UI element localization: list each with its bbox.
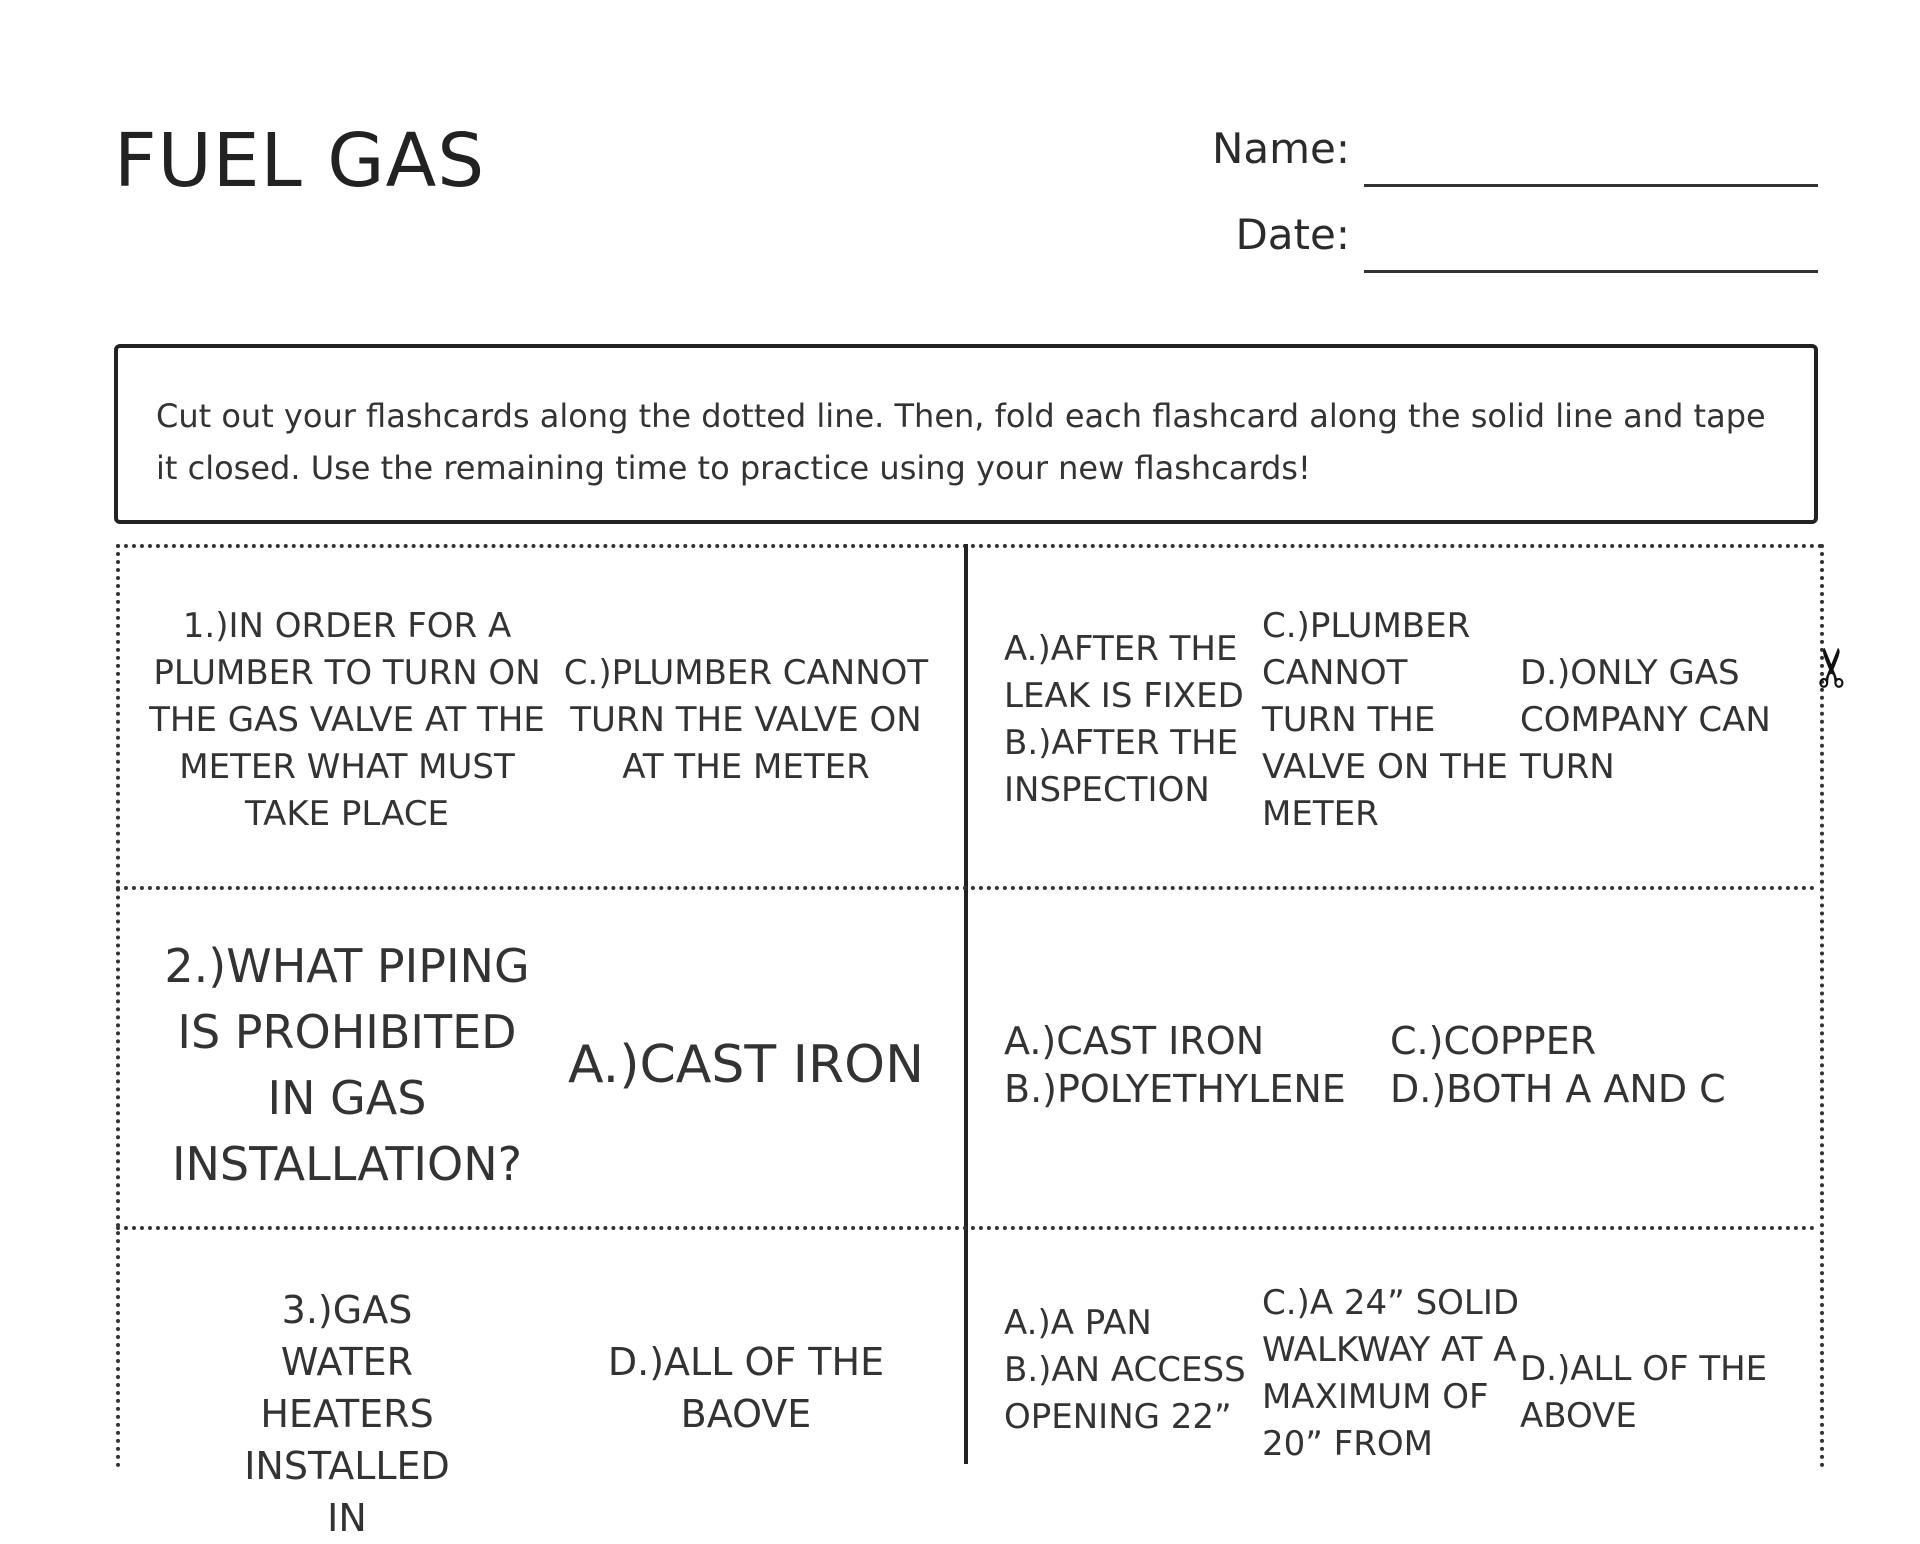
card-1-answer — [546, 600, 946, 840]
card-3-answer — [546, 1336, 946, 1440]
scissors-icon: ✂ — [1801, 644, 1865, 691]
card-3-option-c — [1262, 1280, 1522, 1464]
card-2-question-text: 2.)WHAT PIPING IS PROHIBITED IN GAS INSTALLATION? — [164, 939, 530, 1191]
card-3-option-d-text: D.)ALL OF THE ABOVE — [1520, 1349, 1768, 1436]
card-3-question — [148, 1284, 546, 1540]
card-3-option-d — [1520, 1346, 1790, 1440]
instructions-text: Cut out your flashcards along the dotted line. Then, fold each flashcard along the solid line and tape it closed. Use the remaining time to practice using your new flashcards! — [156, 397, 1766, 487]
card-1-answer-text: C.)PLUMBER CANNOT TURN THE VALVE ON AT THE METER — [563, 652, 929, 787]
card-2-answer — [546, 920, 946, 1210]
card-3-option-ab — [1004, 1300, 1254, 1440]
instructions-box — [114, 344, 1818, 524]
card-1-option-c — [1262, 600, 1512, 840]
card-2-option-cd-text: C.)COPPER D.)BOTH A AND C — [1390, 1019, 1726, 1111]
card-3-option-ab-text: A.)A PAN B.)AN ACCESS OPENING 22” — [1004, 1303, 1246, 1437]
card-3-question-text: 3.)GAS WATER HEATERS INSTALLED IN — [244, 1288, 450, 1540]
card-1-option-d — [1520, 600, 1780, 840]
card-3-option-c-text: C.)A 24” SOLID WALKWAY AT A MAXIMUM OF 20” FROM — [1262, 1283, 1520, 1464]
card-1-question — [148, 600, 546, 840]
cut-line — [116, 1226, 1816, 1230]
card-2-answer-text: A.)CAST IRON — [568, 1035, 924, 1095]
cut-line — [116, 886, 1816, 890]
card-1-option-c-text: C.)PLUMBER CANNOT TURN THE VALVE ON THE METER — [1262, 605, 1508, 834]
card-3-answer-text: D.)ALL OF THE BAOVE — [607, 1340, 885, 1436]
card-2-option-ab-text: A.)CAST IRON B.)POLYETHYLENE — [1004, 1019, 1346, 1111]
card-2-option-cd — [1390, 920, 1790, 1210]
card-1-option-ab — [1004, 600, 1254, 840]
name-label: Name: — [1211, 124, 1350, 173]
page-title: FUEL GAS — [114, 118, 486, 204]
date-label: Date: — [1235, 210, 1350, 259]
fold-line — [964, 544, 968, 1464]
card-2-option-ab — [1004, 920, 1384, 1210]
card-1-question-text: 1.)IN ORDER FOR A PLUMBER TO TURN ON THE GAS VALVE AT THE METER WHAT MUST TAKE PLACE — [149, 605, 545, 834]
card-2-question — [148, 920, 546, 1210]
date-field[interactable] — [1364, 270, 1818, 273]
card-1-option-d-text: D.)ONLY GAS COMPANY CAN TURN — [1520, 652, 1771, 787]
name-field[interactable] — [1364, 184, 1818, 187]
card-1-option-ab-text: A.)AFTER THE LEAK IS FIXED B.)AFTER THE INSPECTION — [1004, 629, 1244, 810]
